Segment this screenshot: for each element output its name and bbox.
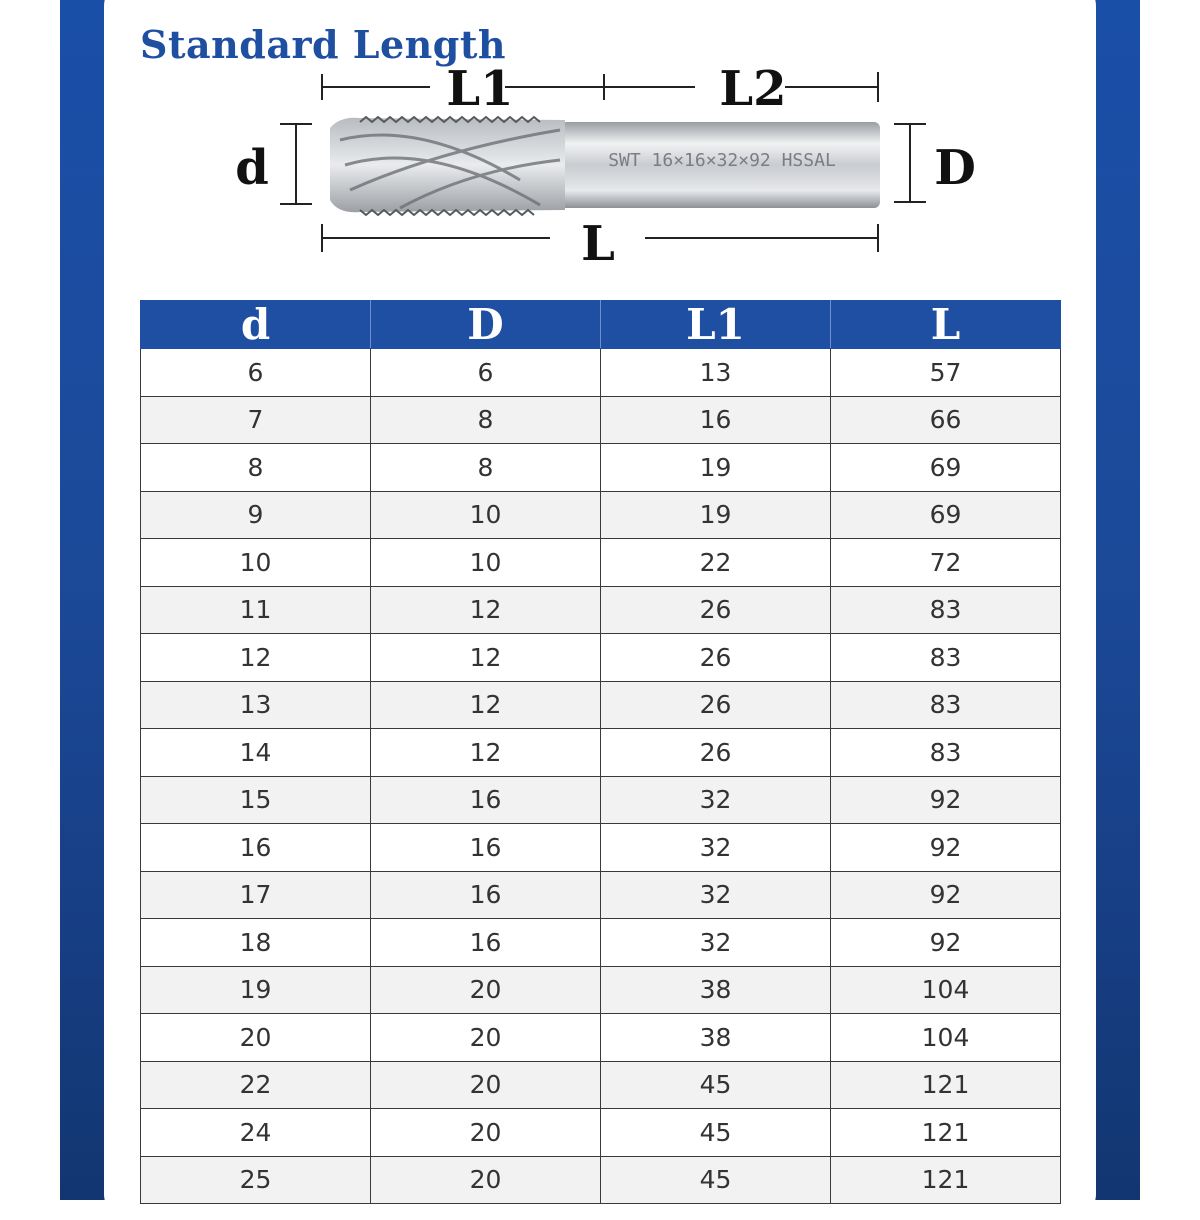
table-cell: 16 xyxy=(371,919,601,967)
table-cell: 14 xyxy=(141,729,371,777)
table-cell: 20 xyxy=(371,1156,601,1204)
table-cell: 83 xyxy=(831,681,1061,729)
table-row xyxy=(141,776,1061,824)
table-body xyxy=(141,349,1061,1204)
table-cell: 11 xyxy=(141,586,371,634)
table-cell: 32 xyxy=(601,919,831,967)
table-row xyxy=(141,586,1061,634)
column-header: D xyxy=(371,301,601,349)
table-cell: 69 xyxy=(831,491,1061,539)
table-cell: 12 xyxy=(141,634,371,682)
table-cell: 92 xyxy=(831,919,1061,967)
label-d: d xyxy=(235,140,269,196)
table-cell: 121 xyxy=(831,1109,1061,1157)
table-cell: 45 xyxy=(601,1061,831,1109)
end-mill-image xyxy=(330,117,880,215)
table-cell: 19 xyxy=(141,966,371,1014)
table-cell: 32 xyxy=(601,824,831,872)
table-cell: 20 xyxy=(371,966,601,1014)
end-mill-dimension-diagram xyxy=(0,0,1200,290)
table-cell: 16 xyxy=(371,871,601,919)
table-cell: 19 xyxy=(601,444,831,492)
table-cell: 22 xyxy=(601,539,831,587)
dimension-line-l1-l2 xyxy=(322,72,878,102)
column-header: d xyxy=(141,301,371,349)
table-row xyxy=(141,1109,1061,1157)
table-cell: 121 xyxy=(831,1156,1061,1204)
table-row xyxy=(141,919,1061,967)
table-cell: 45 xyxy=(601,1109,831,1157)
table-cell: 20 xyxy=(141,1014,371,1062)
table-cell: 8 xyxy=(371,396,601,444)
column-header: L xyxy=(831,301,1061,349)
table-row xyxy=(141,539,1061,587)
table-row xyxy=(141,729,1061,777)
table-cell: 13 xyxy=(601,349,831,397)
table-row xyxy=(141,1014,1061,1062)
table-cell: 12 xyxy=(371,729,601,777)
label-L1: L1 xyxy=(446,61,514,117)
table-header-row xyxy=(141,301,1061,349)
table-row xyxy=(141,824,1061,872)
table-cell: 7 xyxy=(141,396,371,444)
column-header: L1 xyxy=(601,301,831,349)
table-cell: 16 xyxy=(141,824,371,872)
table-cell: 8 xyxy=(371,444,601,492)
table-cell: 20 xyxy=(371,1109,601,1157)
table-cell: 17 xyxy=(141,871,371,919)
table-row xyxy=(141,871,1061,919)
table-cell: 92 xyxy=(831,824,1061,872)
page-title: Standard Length xyxy=(140,22,507,67)
table-cell: 45 xyxy=(601,1156,831,1204)
dimension-line-d xyxy=(280,124,312,204)
table-cell: 12 xyxy=(371,586,601,634)
table-cell: 12 xyxy=(371,634,601,682)
table-cell: 38 xyxy=(601,966,831,1014)
table-cell: 18 xyxy=(141,919,371,967)
tool-marking: SWT 16×16×32×92 HSSAL xyxy=(608,150,836,171)
table-cell: 22 xyxy=(141,1061,371,1109)
dimension-line-D xyxy=(894,124,926,202)
table-cell: 20 xyxy=(371,1014,601,1062)
table-cell: 32 xyxy=(601,871,831,919)
table-cell: 20 xyxy=(371,1061,601,1109)
table-row xyxy=(141,966,1061,1014)
table-cell: 10 xyxy=(371,539,601,587)
table-row xyxy=(141,491,1061,539)
table-cell: 16 xyxy=(601,396,831,444)
table-cell: 12 xyxy=(371,681,601,729)
table-cell: 6 xyxy=(141,349,371,397)
table-cell: 15 xyxy=(141,776,371,824)
table-cell: 69 xyxy=(831,444,1061,492)
table-cell: 32 xyxy=(601,776,831,824)
table-cell: 83 xyxy=(831,634,1061,682)
table-cell: 66 xyxy=(831,396,1061,444)
table-cell: 16 xyxy=(371,824,601,872)
table-cell: 24 xyxy=(141,1109,371,1157)
table-row xyxy=(141,396,1061,444)
table-cell: 8 xyxy=(141,444,371,492)
table-cell: 26 xyxy=(601,729,831,777)
table-cell: 26 xyxy=(601,586,831,634)
table-cell: 9 xyxy=(141,491,371,539)
specification-table xyxy=(140,300,1061,1204)
table-cell: 83 xyxy=(831,729,1061,777)
table-cell: 104 xyxy=(831,1014,1061,1062)
table-row xyxy=(141,1156,1061,1204)
table-cell: 13 xyxy=(141,681,371,729)
label-D: D xyxy=(934,140,976,196)
table-row xyxy=(141,1061,1061,1109)
table-row xyxy=(141,634,1061,682)
table-cell: 6 xyxy=(371,349,601,397)
table-cell: 26 xyxy=(601,681,831,729)
table-cell: 121 xyxy=(831,1061,1061,1109)
table-cell: 16 xyxy=(371,776,601,824)
table-cell: 25 xyxy=(141,1156,371,1204)
table-row xyxy=(141,444,1061,492)
table-cell: 83 xyxy=(831,586,1061,634)
table-cell: 57 xyxy=(831,349,1061,397)
table-cell: 19 xyxy=(601,491,831,539)
label-L: L xyxy=(581,216,615,272)
table-cell: 104 xyxy=(831,966,1061,1014)
table-row xyxy=(141,681,1061,729)
label-L2: L2 xyxy=(719,61,787,117)
table-cell: 10 xyxy=(371,491,601,539)
table-cell: 38 xyxy=(601,1014,831,1062)
table-cell: 92 xyxy=(831,776,1061,824)
table-row xyxy=(141,349,1061,397)
table-cell: 72 xyxy=(831,539,1061,587)
table-cell: 10 xyxy=(141,539,371,587)
table-cell: 26 xyxy=(601,634,831,682)
table-cell: 92 xyxy=(831,871,1061,919)
